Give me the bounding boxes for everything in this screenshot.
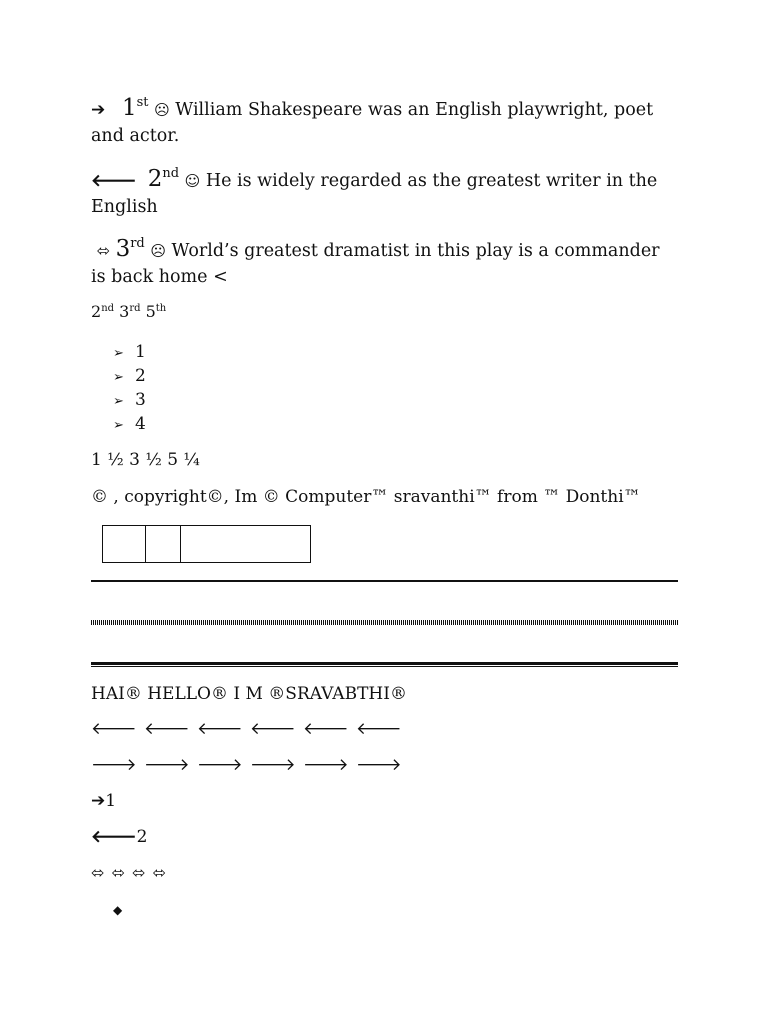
arrow-line-1-text: 1	[105, 791, 117, 811]
arrowhead-bullet-icon: ➢	[113, 346, 124, 361]
diamond-bullet-icon: ◆	[113, 903, 123, 917]
paragraph-1-number: 1	[121, 95, 137, 121]
arrow-line-1	[91, 791, 116, 811]
sad-face-icon: ☹	[154, 101, 170, 119]
arrowhead-bullet-icon: ➢	[113, 418, 124, 433]
ordinal-number: 2	[91, 302, 102, 321]
arrow-bullet-list	[113, 340, 146, 436]
empty-table	[102, 525, 311, 563]
right-arrow-icon: ➔	[91, 100, 106, 120]
left-right-arrows-row: ⬄ ⬄ ⬄ ⬄	[91, 863, 167, 882]
list-item-text: 1	[135, 342, 146, 362]
horizontal-rule-dotted	[91, 620, 678, 625]
paragraph-1	[91, 95, 678, 149]
right-arrows-row: 🡒 🡒 🡒 🡒 🡒 🡒	[91, 755, 403, 775]
ordinal-number: 3	[119, 302, 130, 321]
ordinal-suffix: th	[155, 303, 167, 314]
list-item	[113, 340, 146, 364]
ordinal-suffix: rd	[129, 303, 141, 314]
list-item	[113, 364, 146, 388]
horizontal-rule-single	[91, 580, 678, 582]
sad-face-icon: ☹	[150, 242, 166, 260]
ordinal-number: 5	[145, 302, 156, 321]
paragraph-2	[91, 166, 678, 220]
paragraph-2-number: 2	[147, 166, 163, 192]
arrowhead-bullet-icon: ➢	[113, 370, 124, 385]
list-item	[113, 412, 146, 436]
smiley-face-icon: ☺	[184, 172, 201, 190]
paragraph-2-text: He is widely regarded as the greatest writer in the English	[91, 171, 658, 217]
paragraph-2-suffix: nd	[162, 166, 180, 181]
table-cell	[103, 526, 146, 563]
arrow-line-2-text: 2	[136, 827, 148, 847]
copyright-line: © , copyright©, Im © Computer™ sravanthi™ from ™ Donthi™	[91, 487, 641, 507]
list-item-text: 2	[135, 366, 146, 386]
arrow-line-2	[91, 827, 147, 847]
arrowhead-bullet-icon: ➢	[113, 394, 124, 409]
ordinals-line	[91, 302, 166, 321]
paragraph-3	[91, 236, 678, 290]
right-arrow-icon: ➔	[91, 791, 106, 811]
left-right-arrow-icon: ⬄	[96, 241, 110, 260]
paragraph-1-suffix: st	[136, 95, 149, 110]
list-item	[113, 388, 146, 412]
ordinal-suffix: nd	[101, 303, 115, 314]
list-item-text: 3	[135, 390, 146, 410]
paragraph-3-suffix: rd	[130, 236, 145, 251]
paragraph-3-number: 3	[115, 236, 131, 262]
left-arrow-icon: 🡐	[91, 171, 137, 191]
table-row	[103, 526, 311, 563]
table-cell	[146, 526, 181, 563]
registered-line: HAI® HELLO® I M ®SRAVABTHI®	[91, 684, 407, 704]
paragraph-1-text: William Shakespeare was an English playwright, poet and actor.	[91, 100, 654, 146]
paragraph-3-text: World’s greatest dramatist in this play is a commander is back home <	[91, 241, 660, 287]
left-arrow-icon: 🡐	[91, 827, 137, 847]
left-arrows-row: 🡐 🡐 🡐 🡐 🡐 🡐	[91, 719, 403, 739]
list-item-text: 4	[135, 414, 146, 434]
fractions-line: 1 ½ 3 ½ 5 ¼	[91, 450, 200, 470]
horizontal-rule-double	[91, 662, 678, 667]
table-cell	[181, 526, 311, 563]
